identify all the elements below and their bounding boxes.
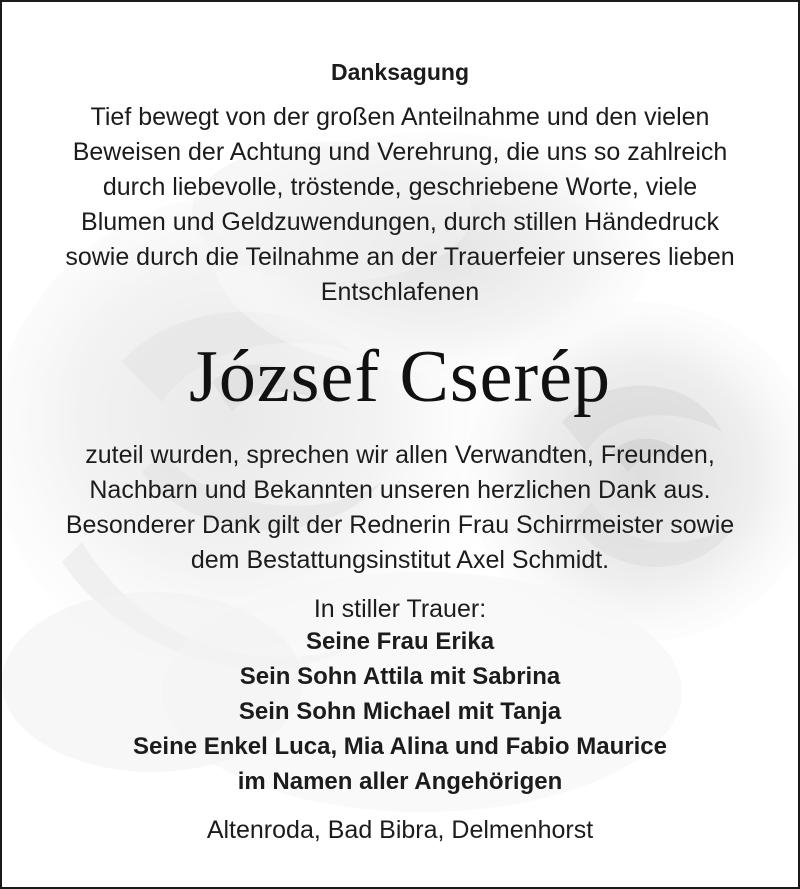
intro-line: Blumen und Geldzuwendungen, durch stillen Händedruck (81, 208, 719, 236)
family-member: im Namen aller Angehörigen (237, 768, 563, 795)
notice-title: Danksagung (330, 59, 470, 85)
deceased-name: József Cserép (189, 336, 611, 418)
intro-line: Beweisen der Achtung und Verehrung, die uns so zahlreich (72, 138, 728, 166)
intro-line: Tief bewegt von der großen Anteilnahme und den vielen (90, 103, 710, 131)
intro-line: sowie durch die Teilnahme an der Trauerfeier unseres lieben (65, 243, 735, 271)
thanks-line: zuteil wurden, sprechen wir allen Verwandten, Freunden, (85, 441, 715, 469)
thanks-line: Besonderer Dank gilt der Rednerin Frau Schirrmeister sowie (65, 511, 735, 539)
family-member: Seine Enkel Luca, Mia Alina und Fabio Maurice (133, 733, 667, 760)
family-member: Seine Frau Erika (305, 628, 495, 655)
thanks-line: Nachbarn und Bekannten unseren herzlichen Dank aus. (89, 476, 711, 504)
intro-line: Entschlafenen (320, 278, 480, 306)
family-list (2, 624, 798, 799)
intro-paragraph (2, 100, 798, 310)
mourning-label: In stiller Trauer: (313, 595, 487, 623)
places-line: Altenroda, Bad Bibra, Delmenhorst (206, 816, 594, 844)
intro-line: durch liebevolle, tröstende, geschriebene Worte, viele (102, 173, 698, 201)
thanks-line: dem Bestattungsinstitut Axel Schmidt. (190, 546, 610, 574)
thanks-paragraph (2, 438, 798, 578)
family-member: Sein Sohn Michael mit Tanja (238, 698, 562, 725)
family-member: Sein Sohn Attila mit Sabrina (239, 663, 561, 690)
